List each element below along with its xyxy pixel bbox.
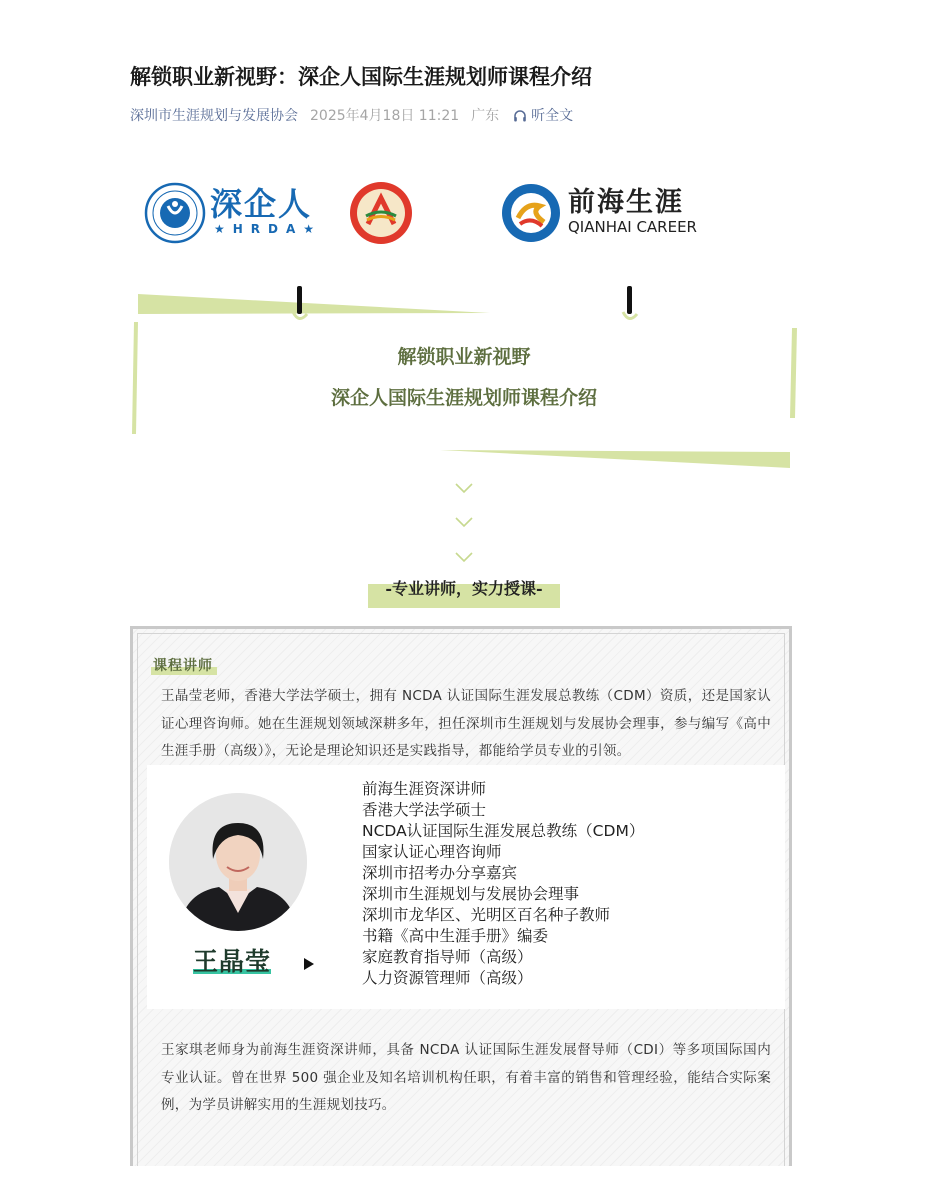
list-item: 深圳市龙华区、光明区百名种子教师 bbox=[362, 906, 611, 924]
list-item: 国家认证心理咨询师 bbox=[362, 843, 502, 861]
list-item: 前海生涯资深讲师 bbox=[362, 780, 487, 798]
instructor-intro-2: 王家琪老师身为前海生涯资深讲师，具备 NCDA 认证国际生涯发展督导师（CDI）等多项国际国内专业认证。曾在世界 500 强企业及知名培训机构任职，有着丰富的销售和管理经验，能结合实际案例，为学员讲解实用的生涯规划技巧。 bbox=[161, 1042, 771, 1113]
list-item: 香港大学法学硕士 bbox=[362, 801, 487, 819]
region-label: 广东 bbox=[471, 108, 500, 124]
card-tag: 课程讲师 bbox=[151, 657, 217, 675]
banner-line-1: 解锁职业新视野 bbox=[397, 346, 531, 368]
qianhai-logo-text: 前海生涯 bbox=[568, 187, 684, 218]
shenqiren-logo-text: 深企人 bbox=[210, 185, 313, 223]
list-item: 深圳市招考办分享嘉宾 bbox=[362, 864, 518, 882]
list-item: 深圳市生涯规划与发展协会理事 bbox=[362, 885, 580, 903]
shenqiren-logo-sub: ★HRDA★ bbox=[214, 222, 323, 236]
chevron-down-icon bbox=[456, 484, 472, 561]
listen-label: 听全文 bbox=[531, 108, 574, 124]
banner-line-2: 深企人国际生涯规划师课程介绍 bbox=[330, 387, 597, 409]
avatar bbox=[169, 793, 307, 931]
publish-date: 2025年4月18日 11:21 bbox=[310, 108, 460, 124]
instructor-profile bbox=[147, 765, 785, 1009]
list-item: NCDA认证国际生涯发展总教练（CDM） bbox=[362, 822, 645, 840]
play-icon bbox=[303, 957, 315, 971]
credential-list bbox=[362, 779, 644, 989]
instructor-photo bbox=[169, 793, 307, 931]
list-item: 人力资源管理师（高级） bbox=[362, 969, 533, 987]
instructor-card bbox=[130, 626, 792, 1166]
instructor-intro-1: 王晶莹老师，香港大学法学硕士，拥有 NCDA 认证国际生涯发展总教练（CDM）资质，还是国家认证心理咨询师。她在生涯规划领域深耕多年，担任深圳市生涯规划与发展协会理事，参与编写《高中生涯手册（高级）》，无论是理论知识还是实践指导，都能给学员专业的引领。 bbox=[161, 688, 771, 759]
article-title: 解锁职业新视野：深企人国际生涯规划师课程介绍 bbox=[130, 65, 592, 89]
list-item: 书籍《高中生涯手册》编委 bbox=[362, 927, 549, 945]
section-heading: -专业讲师，实力授课- bbox=[368, 574, 560, 608]
instructor-name: 王晶莹 bbox=[193, 947, 272, 976]
author-link[interactable]: 深圳市生涯规划与发展协会 bbox=[130, 108, 298, 124]
list-item: 家庭教育指导师（高级） bbox=[362, 948, 533, 966]
qianhai-logo-sub: QIANHAI CAREER bbox=[568, 218, 697, 236]
